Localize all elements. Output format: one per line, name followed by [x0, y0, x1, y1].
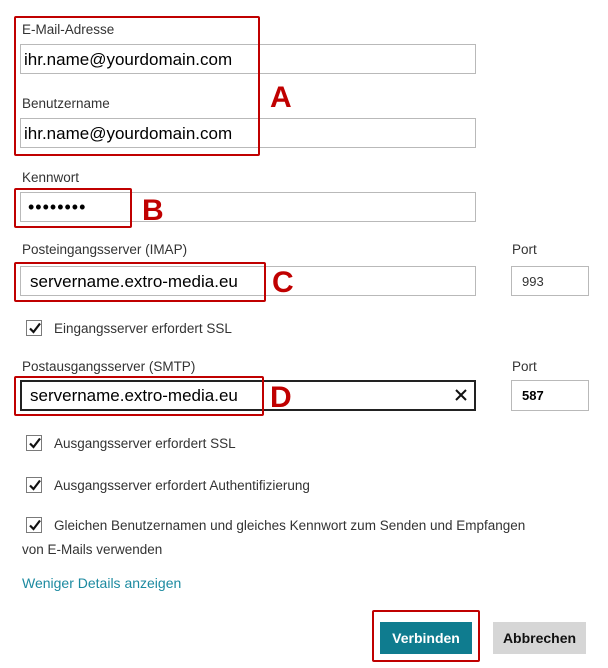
annotation-callout-a: A — [270, 81, 292, 114]
annotation-callout-d: D — [270, 381, 292, 414]
password-field[interactable] — [20, 192, 476, 222]
connect-button[interactable]: Verbinden — [380, 622, 472, 654]
incoming-port-value: 993 — [522, 274, 544, 289]
same-credentials-checkbox[interactable] — [26, 517, 42, 533]
incoming-server-label: Posteingangsserver (IMAP) — [22, 242, 188, 257]
password-value: •••••••• — [28, 197, 87, 217]
incoming-port-label: Port — [512, 242, 537, 257]
checkmark-icon — [28, 321, 42, 335]
outgoing-auth-checkbox[interactable] — [26, 477, 42, 493]
email-label: E-Mail-Adresse — [22, 22, 115, 37]
username-label: Benutzername — [22, 96, 110, 111]
clear-icon[interactable] — [454, 388, 468, 402]
incoming-ssl-checkbox[interactable] — [26, 320, 42, 336]
outgoing-port-value: 587 — [522, 388, 544, 403]
same-credentials-label-line1: Gleichen Benutzernamen und gleiches Kennwort zum Senden und Empfangen — [54, 518, 526, 533]
outgoing-server-value: servername.extro-media.eu — [30, 386, 238, 405]
annotation-callout-b: B — [142, 194, 164, 227]
outgoing-ssl-label: Ausgangsserver erfordert SSL — [54, 436, 236, 451]
incoming-server-value: servername.extro-media.eu — [30, 272, 238, 291]
same-credentials-label-line2: von E-Mails verwenden — [22, 542, 163, 557]
checkmark-icon — [28, 436, 42, 450]
incoming-ssl-label: Eingangsserver erfordert SSL — [54, 321, 232, 336]
outgoing-port-label: Port — [512, 359, 537, 374]
outgoing-server-label: Postausgangsserver (SMTP) — [22, 359, 196, 374]
less-details-link[interactable]: Weniger Details anzeigen — [22, 575, 182, 591]
email-value: ihr.name@yourdomain.com — [24, 50, 233, 69]
checkmark-icon — [28, 478, 42, 492]
cancel-button[interactable]: Abbrechen — [493, 622, 586, 654]
password-label: Kennwort — [22, 170, 80, 185]
username-value: ihr.name@yourdomain.com — [24, 124, 233, 143]
annotation-callout-c: C — [272, 266, 294, 299]
outgoing-ssl-checkbox[interactable] — [26, 435, 42, 451]
checkmark-icon — [28, 518, 42, 532]
outgoing-auth-label: Ausgangsserver erfordert Authentifizierung — [54, 478, 310, 493]
